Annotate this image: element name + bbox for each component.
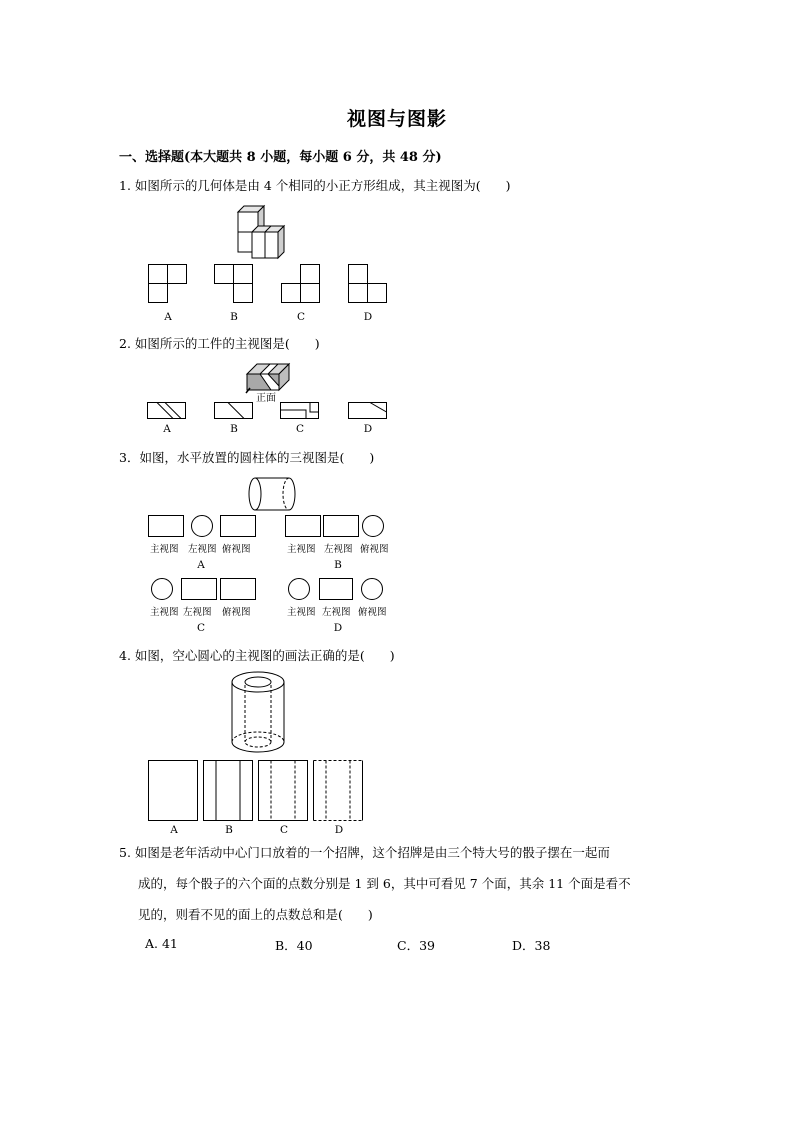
q3-option-a-label: A — [197, 559, 205, 571]
q3-d-caption-left: 左视图 — [322, 607, 351, 618]
q4-option-c-label: C — [279, 824, 289, 836]
q3-option-b-label: B — [334, 559, 342, 571]
q5-choice-b: B．40 — [275, 938, 313, 953]
q2-option-d-figure — [348, 402, 388, 420]
q3-c-caption-top: 俯视图 — [222, 607, 251, 618]
q1-solid-figure — [230, 198, 294, 260]
q3-d-caption-top: 俯视图 — [358, 607, 387, 618]
section-heading: 一、选择题(本大题共 8 小题，每小题 6 分，共 48 分) — [119, 150, 442, 165]
q4-option-a-label: A — [170, 824, 178, 836]
q3-option-d-figure — [287, 577, 387, 603]
q4-option-c-figure — [258, 760, 310, 822]
q1-option-d-label: D — [363, 311, 373, 323]
q3-cylinder-figure — [246, 474, 298, 514]
q3-b-caption-left: 左视图 — [324, 544, 353, 555]
question-2-text: 2. 如图所示的工件的主视图是( ) — [119, 336, 320, 351]
question-5-text-line-1: 5. 如图是老年活动中心门口放着的一个招牌，这个招牌是由三个特大号的骰子摆在一起而 — [119, 845, 610, 860]
q2-option-c-label: C — [295, 423, 305, 435]
q3-a-caption-top: 俯视图 — [222, 544, 251, 555]
q4-option-b-figure — [203, 760, 255, 822]
q3-d-caption-front: 主视图 — [287, 607, 316, 618]
page-title: 视图与图影 — [346, 108, 447, 130]
q4-option-d-figure — [313, 760, 365, 822]
q2-option-c-figure — [280, 402, 320, 420]
q1-option-b-figure — [214, 264, 254, 304]
question-1-text: 1. 如图所示的几何体是由 4 个相同的小正方形组成，其主视图为( ) — [119, 178, 511, 193]
q1-option-b-label: B — [230, 311, 238, 323]
q3-c-caption-front: 主视图 — [150, 607, 179, 618]
q2-option-a-label: A — [163, 423, 171, 435]
q3-a-caption-front: 主视图 — [150, 544, 179, 555]
q3-c-caption-left: 左视图 — [183, 607, 212, 618]
q2-option-b-figure — [214, 402, 254, 420]
q4-option-b-label: B — [225, 824, 233, 836]
q1-option-a-figure — [148, 264, 188, 304]
question-4-text: 4. 如图，空心圆心的主视图的画法正确的是( ) — [119, 648, 395, 663]
q5-choice-d: D．38 — [512, 938, 551, 953]
q2-option-d-label: D — [363, 423, 373, 435]
q2-front-label: 正面 — [256, 393, 276, 404]
question-5-text-line-3: 见的，则看不见的面上的点数总和是( ) — [138, 907, 373, 922]
q5-choice-c: C．39 — [397, 938, 435, 953]
q3-b-caption-front: 主视图 — [287, 544, 316, 555]
q1-option-c-label: C — [296, 311, 306, 323]
q4-hollow-cylinder-figure — [228, 668, 288, 756]
q3-option-c-figure — [150, 577, 258, 603]
q2-option-a-figure — [147, 402, 187, 420]
q4-option-a-figure — [148, 760, 200, 822]
q3-option-c-label: C — [196, 622, 206, 634]
q1-option-a-label: A — [164, 311, 172, 323]
q3-a-caption-left: 左视图 — [188, 544, 217, 555]
q3-b-caption-top: 俯视图 — [360, 544, 389, 555]
question-3-text: 3．如图，水平放置的圆柱体的三视图是( ) — [119, 450, 375, 465]
question-5-text-line-2: 成的，每个骰子的六个面的点数分别是 1 到 6，其中可看见 7 个面，其余 11 个面是看不 — [138, 876, 631, 891]
q4-option-d-label: D — [334, 824, 344, 836]
q3-option-a-figure — [148, 514, 258, 540]
q3-option-d-label: D — [333, 622, 343, 634]
q1-option-d-figure — [348, 264, 388, 304]
q2-option-b-label: B — [230, 423, 238, 435]
q5-choice-a: A. 41 — [145, 936, 178, 951]
q3-option-b-figure — [285, 514, 389, 540]
q1-option-c-figure — [281, 264, 321, 304]
